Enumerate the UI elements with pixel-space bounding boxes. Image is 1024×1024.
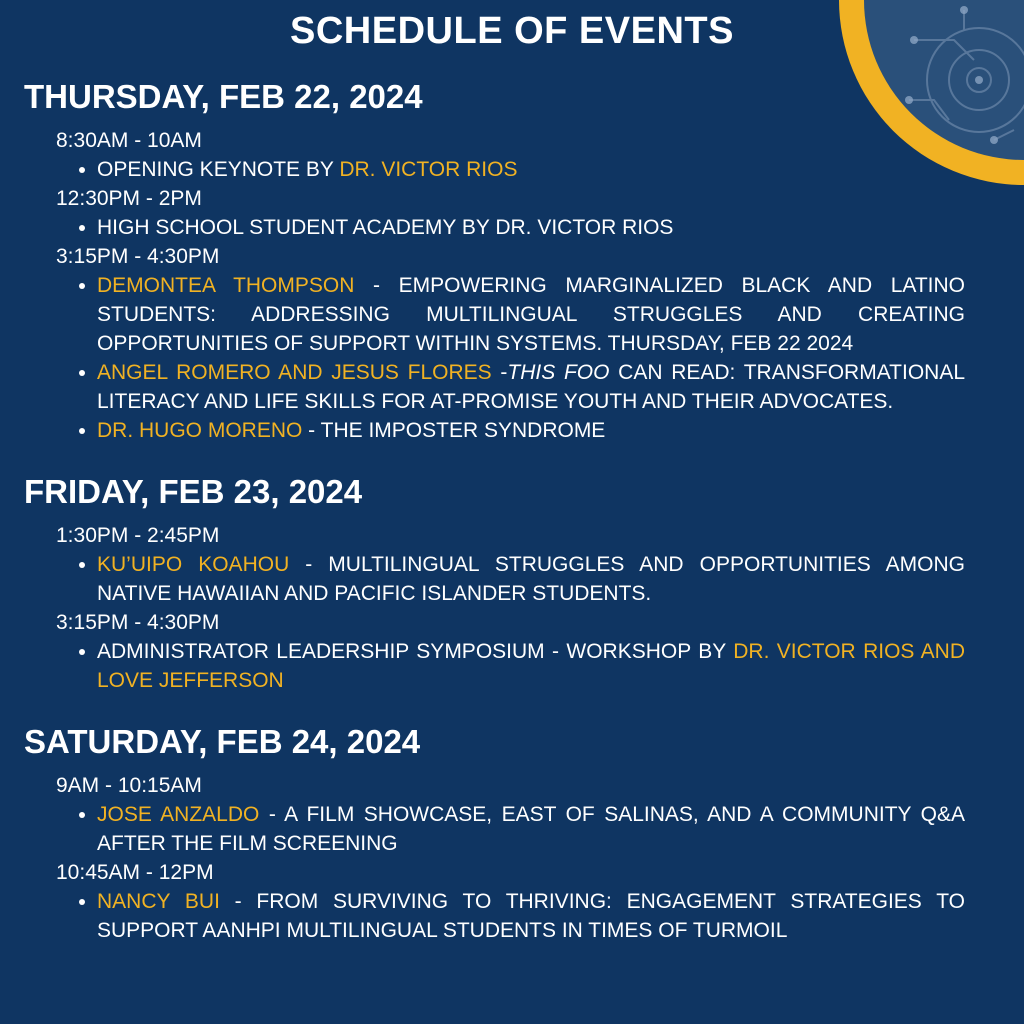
event-list <box>0 637 1024 695</box>
time-slot: 12:30PM - 2PM <box>56 187 202 210</box>
event-text: THIS FOO <box>507 361 610 384</box>
event-item <box>97 550 965 608</box>
time-slot: 9AM - 10:15AM <box>56 774 202 797</box>
time-slot: 3:15PM - 4:30PM <box>56 611 220 634</box>
speaker-name: KU’UIPO KOAHOU <box>97 553 290 576</box>
event-list <box>0 887 1024 945</box>
speaker-name: DR. VICTOR RIOS AND LOVE JEFFERSON <box>97 640 965 692</box>
event-item <box>97 637 965 695</box>
event-item <box>97 358 965 416</box>
time-slot: 3:15PM - 4:30PM <box>56 245 220 268</box>
event-text: - THE IMPOSTER SYNDROME <box>302 419 606 442</box>
event-item <box>97 271 965 358</box>
event-list <box>0 155 1024 184</box>
event-text: OPENING KEYNOTE BY <box>97 158 340 181</box>
event-item <box>97 416 965 445</box>
page-title: SCHEDULE OF EVENTS <box>290 10 734 52</box>
event-text: - <box>491 361 508 384</box>
day-heading: SATURDAY, FEB 24, 2024 <box>24 723 421 760</box>
event-list <box>0 213 1024 242</box>
event-list <box>0 271 1024 445</box>
speaker-name: JOSE ANZALDO <box>97 803 260 826</box>
day-section <box>0 721 1024 945</box>
speaker-name: DR. HUGO MORENO <box>97 419 303 442</box>
day-section <box>0 471 1024 695</box>
day-section <box>0 76 1024 445</box>
day-heading: FRIDAY, FEB 23, 2024 <box>24 473 363 510</box>
event-list <box>0 800 1024 858</box>
day-heading: THURSDAY, FEB 22, 2024 <box>24 78 423 115</box>
event-item <box>97 887 965 945</box>
time-slot: 10:45AM - 12PM <box>56 861 214 884</box>
speaker-name: NANCY BUI <box>97 890 220 913</box>
speaker-name: DR. VICTOR RIOS <box>339 158 518 181</box>
time-slot: 1:30PM - 2:45PM <box>56 524 220 547</box>
event-text: HIGH SCHOOL STUDENT ACADEMY BY DR. VICTOR RIOS <box>97 216 674 239</box>
event-item <box>97 213 965 242</box>
event-item <box>97 155 965 184</box>
speaker-name: ANGEL ROMERO AND JESUS FLORES <box>97 361 492 384</box>
event-text: - A FILM SHOWCASE, EAST OF SALINAS, AND A COMMUNITY Q&A AFTER THE FILM SCREENING <box>97 803 965 855</box>
event-item <box>97 800 965 858</box>
event-text: ADMINISTRATOR LEADERSHIP SYMPOSIUM - WORKSHOP BY <box>97 640 734 663</box>
event-list <box>0 550 1024 608</box>
event-text: - EMPOWERING MARGINALIZED BLACK AND LATINO STUDENTS: ADDRESSING MULTILINGUAL STRUGGLES AND CREATING OPPORTUNITIES OF SUPPORT WITHIN SYSTEMS. THURSDAY, FEB 22 2024 <box>97 274 965 355</box>
event-text: - MULTILINGUAL STRUGGLES AND OPPORTUNITIES AMONG NATIVE HAWAIIAN AND PACIFIC ISLANDER STUDENTS. <box>97 553 965 605</box>
time-slot: 8:30AM - 10AM <box>56 129 202 152</box>
event-text: - FROM SURVIVING TO THRIVING: ENGAGEMENT STRATEGIES TO SUPPORT AANHPI MULTILINGUAL STUDENTS IN TIMES OF TURMOIL <box>97 890 965 942</box>
event-text: CAN READ: TRANSFORMATIONAL LITERACY AND LIFE SKILLS FOR AT-PROMISE YOUTH AND THEIR ADVOCATES. <box>97 361 966 413</box>
schedule-content <box>0 76 1024 971</box>
speaker-name: DEMONTEA THOMPSON <box>97 274 355 297</box>
